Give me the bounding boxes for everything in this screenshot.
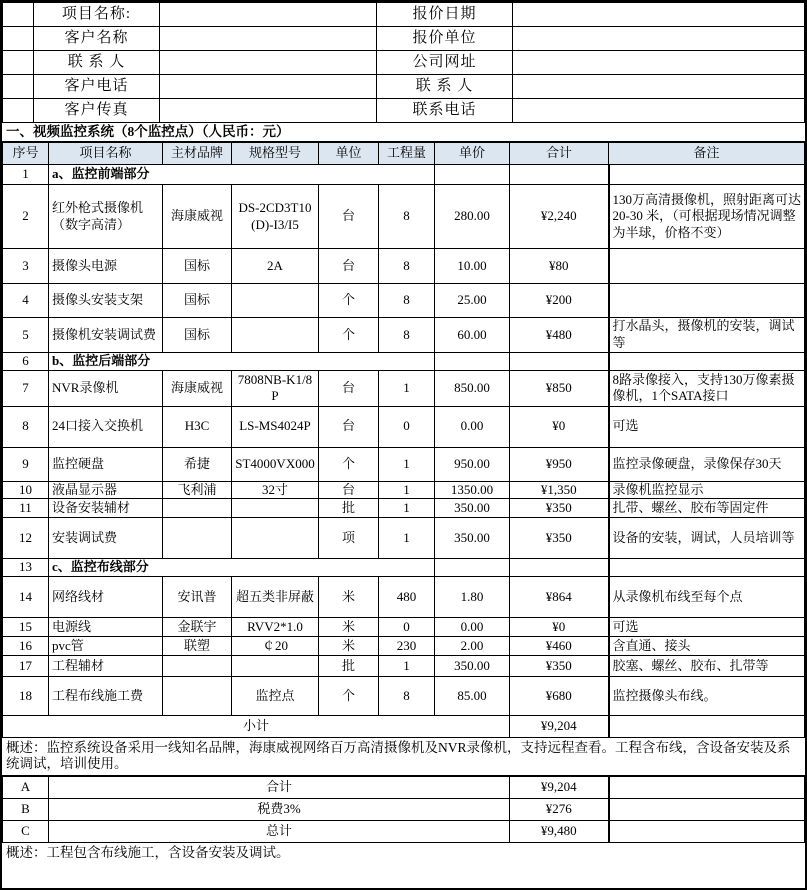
cell-remark: 打水晶头，摄像机的安装，调试等 [609,318,805,353]
column-header: 备注 [609,143,805,165]
cell-total: ¥850 [510,370,609,406]
column-header: 主材品牌 [163,143,232,165]
cell-qty: 230 [379,636,435,655]
total-remark [609,820,805,842]
info-right-label: 公司网址 [377,51,513,75]
section-title-cell: b、监控后端部分 [49,353,435,371]
cell-qty: 8 [379,185,435,249]
cell-qty: 1 [379,447,435,481]
cell-price: 60.00 [435,318,510,353]
info-row [3,27,805,51]
cell-total: ¥350 [510,518,609,559]
cell-unit: 台 [319,370,379,406]
cell-price: 0.00 [435,406,510,447]
cell-total: ¥80 [510,249,609,284]
cell-remark [609,284,805,318]
cell-name: 摄像机安装调试费 [49,318,163,353]
cell-price: 850.00 [435,370,510,406]
cell-serial: 17 [3,655,49,676]
cell-brand: 金联宇 [163,617,232,636]
cell-name: 安装调试费 [49,518,163,559]
cell-unit: 个 [319,447,379,481]
subtotal-remark [609,715,805,737]
cell-serial: 16 [3,636,49,655]
section-row [3,353,805,371]
info-stub-cell [3,99,34,123]
cell-qty: 8 [379,284,435,318]
info-left-value [160,51,377,75]
cell-qty: 0 [379,406,435,447]
item-row [3,185,805,249]
info-left-label: 客户名称 [34,27,160,51]
info-row [3,75,805,99]
cell-remark: 监控摄像头布线。 [609,676,805,715]
cell-total: ¥350 [510,655,609,676]
item-row [3,676,805,715]
info-stub-cell [3,51,34,75]
cell-serial: 8 [3,406,49,447]
cell-spec: RVV2*1.0 [232,617,319,636]
cell-qty: 8 [379,676,435,715]
cell-spec [232,284,319,318]
cell-spec: 监控点 [232,676,319,715]
info-block [2,2,805,123]
cell-name: NVR录像机 [49,370,163,406]
info-right-label: 报价单位 [377,27,513,51]
cell-serial: 15 [3,617,49,636]
info-right-value [513,75,805,99]
cell-name: 网络线材 [49,576,163,617]
info-left-label: 项目名称: [34,3,160,27]
cell-brand: 希捷 [163,447,232,481]
cell-price: 350.00 [435,499,510,518]
info-right-value [513,3,805,27]
info-left-label: 联 系 人 [34,51,160,75]
item-row [3,284,805,318]
cell-brand: 海康威视 [163,185,232,249]
cell-brand [163,499,232,518]
cell-name: pvc管 [49,636,163,655]
column-header: 项目名称 [49,143,163,165]
cell-unit: 批 [319,655,379,676]
cell-remark: 扎带、螺丝、胶布等固定件 [609,499,805,518]
items-table-header [3,143,805,165]
cell-price: 280.00 [435,185,510,249]
column-header: 合计 [510,143,609,165]
item-row [3,249,805,284]
cell-total [510,165,609,185]
subtotal-value: ¥9,204 [510,715,609,737]
cell-brand: 飞利浦 [163,481,232,499]
cell-brand [163,655,232,676]
summary-note-2: 概述：工程包含布线施工，含设备安装及调试。 [6,844,290,860]
cell-qty: 1 [379,655,435,676]
info-row [3,51,805,75]
cell-name: 工程辅材 [49,655,163,676]
cell-total: ¥680 [510,676,609,715]
cell-unit: 台 [319,185,379,249]
cell-qty: 1 [379,481,435,499]
info-stub-cell [3,75,34,99]
cell-qty: 1 [379,499,435,518]
cell-brand: 国标 [163,284,232,318]
info-left-value [160,27,377,51]
info-right-value [513,99,805,123]
column-header: 工程量 [379,143,435,165]
cell-total: ¥2,240 [510,185,609,249]
cell-total [510,353,609,371]
cell-name: 红外枪式摄像机（数字高清） [49,185,163,249]
cell-qty: 0 [379,617,435,636]
cell-serial: 12 [3,518,49,559]
cell-brand: H3C [163,406,232,447]
cell-price: 350.00 [435,655,510,676]
cell-remark: 8路录像接入，支持130万像素摄像机，1个SATA接口 [609,370,805,406]
cell-serial: 10 [3,481,49,499]
cell-remark: 130万高清摄像机，照射距离可达20-30 米，（可根据现场情况调整为半球，价格不变） [609,185,805,249]
cell-serial: 2 [3,185,49,249]
cell-remark: 胶塞、螺丝、胶布、扎带等 [609,655,805,676]
cell-serial: 13 [3,559,49,577]
section-title: 一、视频监控系统（8个监控点）（人民币：元） [2,123,805,142]
info-left-value [160,99,377,123]
cell-remark: 含直通、接头 [609,636,805,655]
cell-remark [609,353,805,371]
item-row [3,518,805,559]
cell-unit: 台 [319,249,379,284]
cell-unit: 米 [319,576,379,617]
cell-total: ¥0 [510,406,609,447]
cell-remark: 从录像机布线至每个点 [609,576,805,617]
item-row [3,318,805,353]
cell-name: 24口接入交换机 [49,406,163,447]
subtotal-row [3,715,805,737]
section-title-cell: a、监控前端部分 [49,165,435,185]
total-label: 合计 [49,776,510,798]
cell-spec: 7808NB-K1/8P [232,370,319,406]
item-row [3,617,805,636]
cell-price [435,559,510,577]
total-value: ¥276 [510,798,609,820]
cell-spec: 2A [232,249,319,284]
cell-total: ¥350 [510,499,609,518]
cell-spec: LS-MS4024P [232,406,319,447]
cell-serial: 9 [3,447,49,481]
cell-spec: ST4000VX000 [232,447,319,481]
cell-serial: 3 [3,249,49,284]
total-label: 总计 [49,820,510,842]
cell-brand: 国标 [163,249,232,284]
cell-unit: 米 [319,617,379,636]
cell-spec: 32寸 [232,481,319,499]
cell-name: 工程布线施工费 [49,676,163,715]
cell-serial: 7 [3,370,49,406]
cell-price: 350.00 [435,518,510,559]
cell-price: 10.00 [435,249,510,284]
item-row [3,655,805,676]
cell-name: 监控硬盘 [49,447,163,481]
column-header: 单价 [435,143,510,165]
total-row [3,776,805,798]
cell-brand [163,518,232,559]
cell-total: ¥460 [510,636,609,655]
total-code: C [3,820,49,842]
cell-spec: 超五类非屏蔽 [232,576,319,617]
cell-serial: 14 [3,576,49,617]
cell-unit: 个 [319,676,379,715]
column-header: 单位 [319,143,379,165]
cell-serial: 4 [3,284,49,318]
info-row [3,3,805,27]
cell-brand: 联塑 [163,636,232,655]
item-row [3,406,805,447]
cell-remark: 可选 [609,617,805,636]
cell-unit: 项 [319,518,379,559]
cell-name: 设备安装辅材 [49,499,163,518]
column-header: 规格型号 [232,143,319,165]
cell-name: 摄像头电源 [49,249,163,284]
cell-remark: 设备的安装，调试，人员培训等 [609,518,805,559]
total-row [3,820,805,842]
cell-spec [232,318,319,353]
info-left-label: 客户电话 [34,75,160,99]
cell-total: ¥864 [510,576,609,617]
cell-name: 电源线 [49,617,163,636]
total-label: 税费3% [49,798,510,820]
cell-spec [232,518,319,559]
summary-note-1: 概述：监控系统设备采用一线知名品牌，海康威视网络百万高清摄像机及NVR录像机，支持远程查看。工程含布线，含设备安装及系统调试，培训使用。 [2,738,805,776]
cell-spec [232,655,319,676]
cell-serial: 5 [3,318,49,353]
total-code: A [3,776,49,798]
cell-brand: 海康威视 [163,370,232,406]
cell-qty: 1 [379,370,435,406]
cell-qty: 8 [379,249,435,284]
cell-total: ¥0 [510,617,609,636]
cell-price [435,353,510,371]
cell-remark [609,249,805,284]
cell-price: 25.00 [435,284,510,318]
total-row [3,798,805,820]
info-stub-cell [3,27,34,51]
item-row [3,481,805,499]
cell-name: 液晶显示器 [49,481,163,499]
cell-remark [609,559,805,577]
cell-brand [163,676,232,715]
item-row [3,370,805,406]
cell-total: ¥950 [510,447,609,481]
info-right-label: 联 系 人 [377,75,513,99]
cell-spec [232,499,319,518]
total-code: B [3,798,49,820]
section-row [3,165,805,185]
cell-spec: ￠20 [232,636,319,655]
cell-spec: DS-2CD3T10(D)-I3/I5 [232,185,319,249]
item-row [3,636,805,655]
totals-table [2,776,805,843]
cell-remark: 监控录像硬盘，录像保存30天 [609,447,805,481]
cell-qty: 480 [379,576,435,617]
info-right-label: 联系电话 [377,99,513,123]
cell-unit: 台 [319,481,379,499]
info-left-label: 客户传真 [34,99,160,123]
cell-unit: 米 [319,636,379,655]
cell-price: 2.00 [435,636,510,655]
cell-serial: 11 [3,499,49,518]
total-value: ¥9,204 [510,776,609,798]
item-row [3,576,805,617]
cell-remark: 可选 [609,406,805,447]
cell-price: 1.80 [435,576,510,617]
section-row [3,559,805,577]
section-title-cell: c、监控布线部分 [49,559,435,577]
cell-qty: 1 [379,518,435,559]
cell-price: 950.00 [435,447,510,481]
cell-brand: 安讯普 [163,576,232,617]
cell-qty: 8 [379,318,435,353]
cell-unit: 台 [319,406,379,447]
cell-remark: 录像机监控显示 [609,481,805,499]
cell-price: 1350.00 [435,481,510,499]
cell-unit: 个 [319,284,379,318]
cell-total [510,559,609,577]
cell-price [435,165,510,185]
item-row [3,447,805,481]
cell-serial: 18 [3,676,49,715]
cell-price: 85.00 [435,676,510,715]
info-stub-cell [3,3,34,27]
cell-name: 摄像头安装支架 [49,284,163,318]
total-remark [609,798,805,820]
cell-total: ¥1,350 [510,481,609,499]
cell-total: ¥480 [510,318,609,353]
cell-serial: 6 [3,353,49,371]
info-row [3,99,805,123]
info-left-value [160,75,377,99]
info-right-label: 报价日期 [377,3,513,27]
info-right-value [513,51,805,75]
cell-remark [609,165,805,185]
total-remark [609,776,805,798]
total-value: ¥9,480 [510,820,609,842]
cell-brand: 国标 [163,318,232,353]
subtotal-label: 小计 [3,715,510,737]
column-header: 序号 [3,143,49,165]
cell-serial: 1 [3,165,49,185]
cell-price: 0.00 [435,617,510,636]
cell-total: ¥200 [510,284,609,318]
info-left-value [160,3,377,27]
item-row [3,499,805,518]
items-table [2,142,805,738]
info-right-value [513,27,805,51]
cell-unit: 个 [319,318,379,353]
cell-unit: 批 [319,499,379,518]
